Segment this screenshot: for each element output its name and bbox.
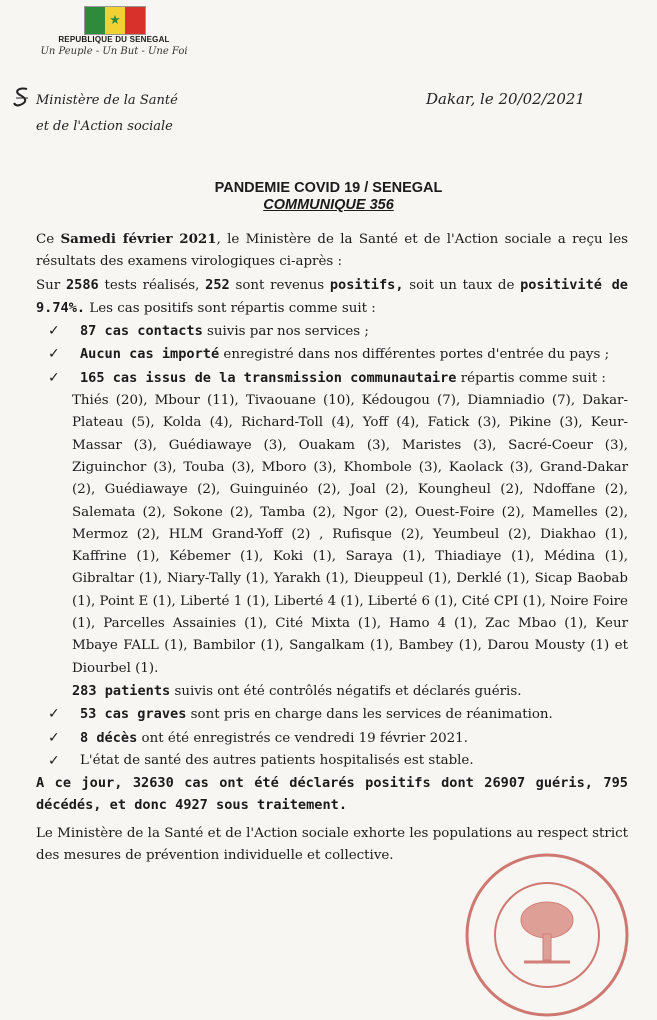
text-run: enregistré dans nos différentes portes d'entrée du pays ; [219, 347, 610, 363]
tests-count: 2586 [65, 276, 99, 293]
list-item-imported [36, 343, 628, 366]
text-run: , le Ministère de la Santé et de l'Action sociale a reçu les résultats des examens virologiques ci-après : [36, 232, 628, 270]
official-seal [462, 850, 632, 1020]
positive-count: 252 [205, 276, 230, 293]
text-run: répartis comme suit : [456, 370, 606, 386]
community-count: 165 cas issus de la transmission communautaire [80, 369, 457, 386]
communique-number: COMMUNIQUE 356 [263, 197, 394, 213]
contacts-count: 87 cas contacts [80, 323, 203, 340]
localities-list: Thiés (20), Mbour (11), Tivaouane (10), Kédougou (7), Diamniadio (7), Dakar-Plateau (5), Kolda (4), Richard-Toll (4), Yoff (4), Fatick (3), Pikine (3), Keur-Massar (3), Guédiawaye (3), Ouakam (3), Maristes (3), Sacré-Coeur (3), Ziguinchor (3), Touba (3), Mboro (3), Khombole (3), Kaolack (3), Grand-Dakar (2), Guédiawaye (2), Guinguinéo (2), Joal (2), Koungheul (2), Ndoffane (2), Salemata (2), Sokone (2), Tamba (2), Ngor (2), Ouest-Foire (2), Mamelles (2), Mermoz (2), HLM Grand-Yoff (2) , Rufisque (2), Yeumbeul (2), Diakhao (1), Kaffrine (1), Kébemer (1), Koki (1), Saraya (1), Thiadiaye (1), Médina (1), Gibraltar (1), Niary-Tally (1), Yarakh (1), Dieuppeul (1), Derklé (1), Sicap Baobab (1), Point E (1), Liberté 1 (1), Liberté 4 (1), Liberté 6 (1), Cité CPI (1), Noire Foire (1), Parcelles Assainies (1), Cité Mixta (1), Hamo 4 (1), Zac Mbao (1), Keur Mbaye FALL (1), Bambilor (1), Sangalkam (1), Bambey (1), Darou Mousty (1) et Diourbel (1). [72, 393, 628, 676]
list-item-deaths [36, 727, 628, 750]
page-title: PANDEMIE COVID 19 / SENEGAL [214, 180, 443, 196]
text-run: Sur [36, 277, 66, 293]
text-run: soit un taux de [403, 277, 521, 293]
text-run: Les cas positifs sont répartis comme suit : [85, 300, 376, 316]
text-run: ont été enregistrés ce vendredi 19 février 2021. [137, 730, 468, 746]
positive-label: positifs, [329, 276, 404, 293]
republic-label: REPUBLIQUE DU SENEGAL [58, 35, 170, 44]
tests-paragraph [36, 274, 628, 321]
list-item-severe [36, 703, 628, 726]
text-run: L'état de santé des autres patients hospitalisés est stable. [80, 752, 474, 768]
flag-red-band [125, 7, 145, 34]
communique-body [36, 228, 628, 867]
severe-count: 53 cas graves [80, 706, 187, 723]
recovered-count: 283 patients [72, 682, 171, 699]
text-run: sont pris en charge dans les services de réanimation. [186, 707, 553, 723]
recovered-paragraph [36, 680, 628, 703]
check-icon: ✓ [48, 706, 60, 723]
ministry-logo-icon [12, 86, 32, 108]
text-run: tests réalisés, [98, 277, 206, 293]
text-run: suivis ont été contrôlés négatifs et déclarés guéris. [170, 683, 522, 699]
positivity-rate: positivité de 9.74%. [36, 276, 628, 316]
closing-paragraph: Le Ministère de la Santé et de l'Action sociale exhorte les populations au respect strict des mesures de prévention individuelle et collective. [36, 825, 628, 864]
ministry-name [36, 88, 178, 140]
flag-green-band [85, 7, 105, 34]
check-icon: ✓ [48, 323, 60, 340]
text-run: suivis par nos services ; [202, 324, 369, 340]
document-date: Dakar, le 20/02/2021 [426, 90, 585, 108]
text-run: Ce [36, 232, 61, 247]
flag-star-icon: ★ [105, 7, 125, 34]
check-icon: ✓ [48, 369, 60, 386]
national-motto: Un Peuple - Un But - Une Foi [40, 46, 188, 57]
summary-totals: A ce jour, 32630 cas ont été déclarés positifs dont 26907 guéris, 795 décédés, et donc 4927 sous traitement. [36, 775, 628, 814]
imported-count: Aucun cas importé [80, 346, 220, 363]
check-icon: ✓ [48, 729, 60, 746]
senegal-flag [84, 6, 146, 35]
date-bold: Samedi février 2021 [60, 231, 217, 247]
text-run: sont revenus [229, 277, 330, 293]
check-icon: ✓ [48, 346, 60, 363]
ministry-line-1: Ministère de la Santé [36, 93, 178, 108]
list-item-stable [36, 750, 628, 772]
ministry-line-2: et de l'Action sociale [36, 119, 173, 134]
check-icon: ✓ [48, 752, 60, 769]
list-item-community [36, 367, 628, 390]
intro-paragraph [36, 228, 628, 274]
deaths-count: 8 décès [80, 729, 138, 746]
list-item-contacts [36, 320, 628, 343]
